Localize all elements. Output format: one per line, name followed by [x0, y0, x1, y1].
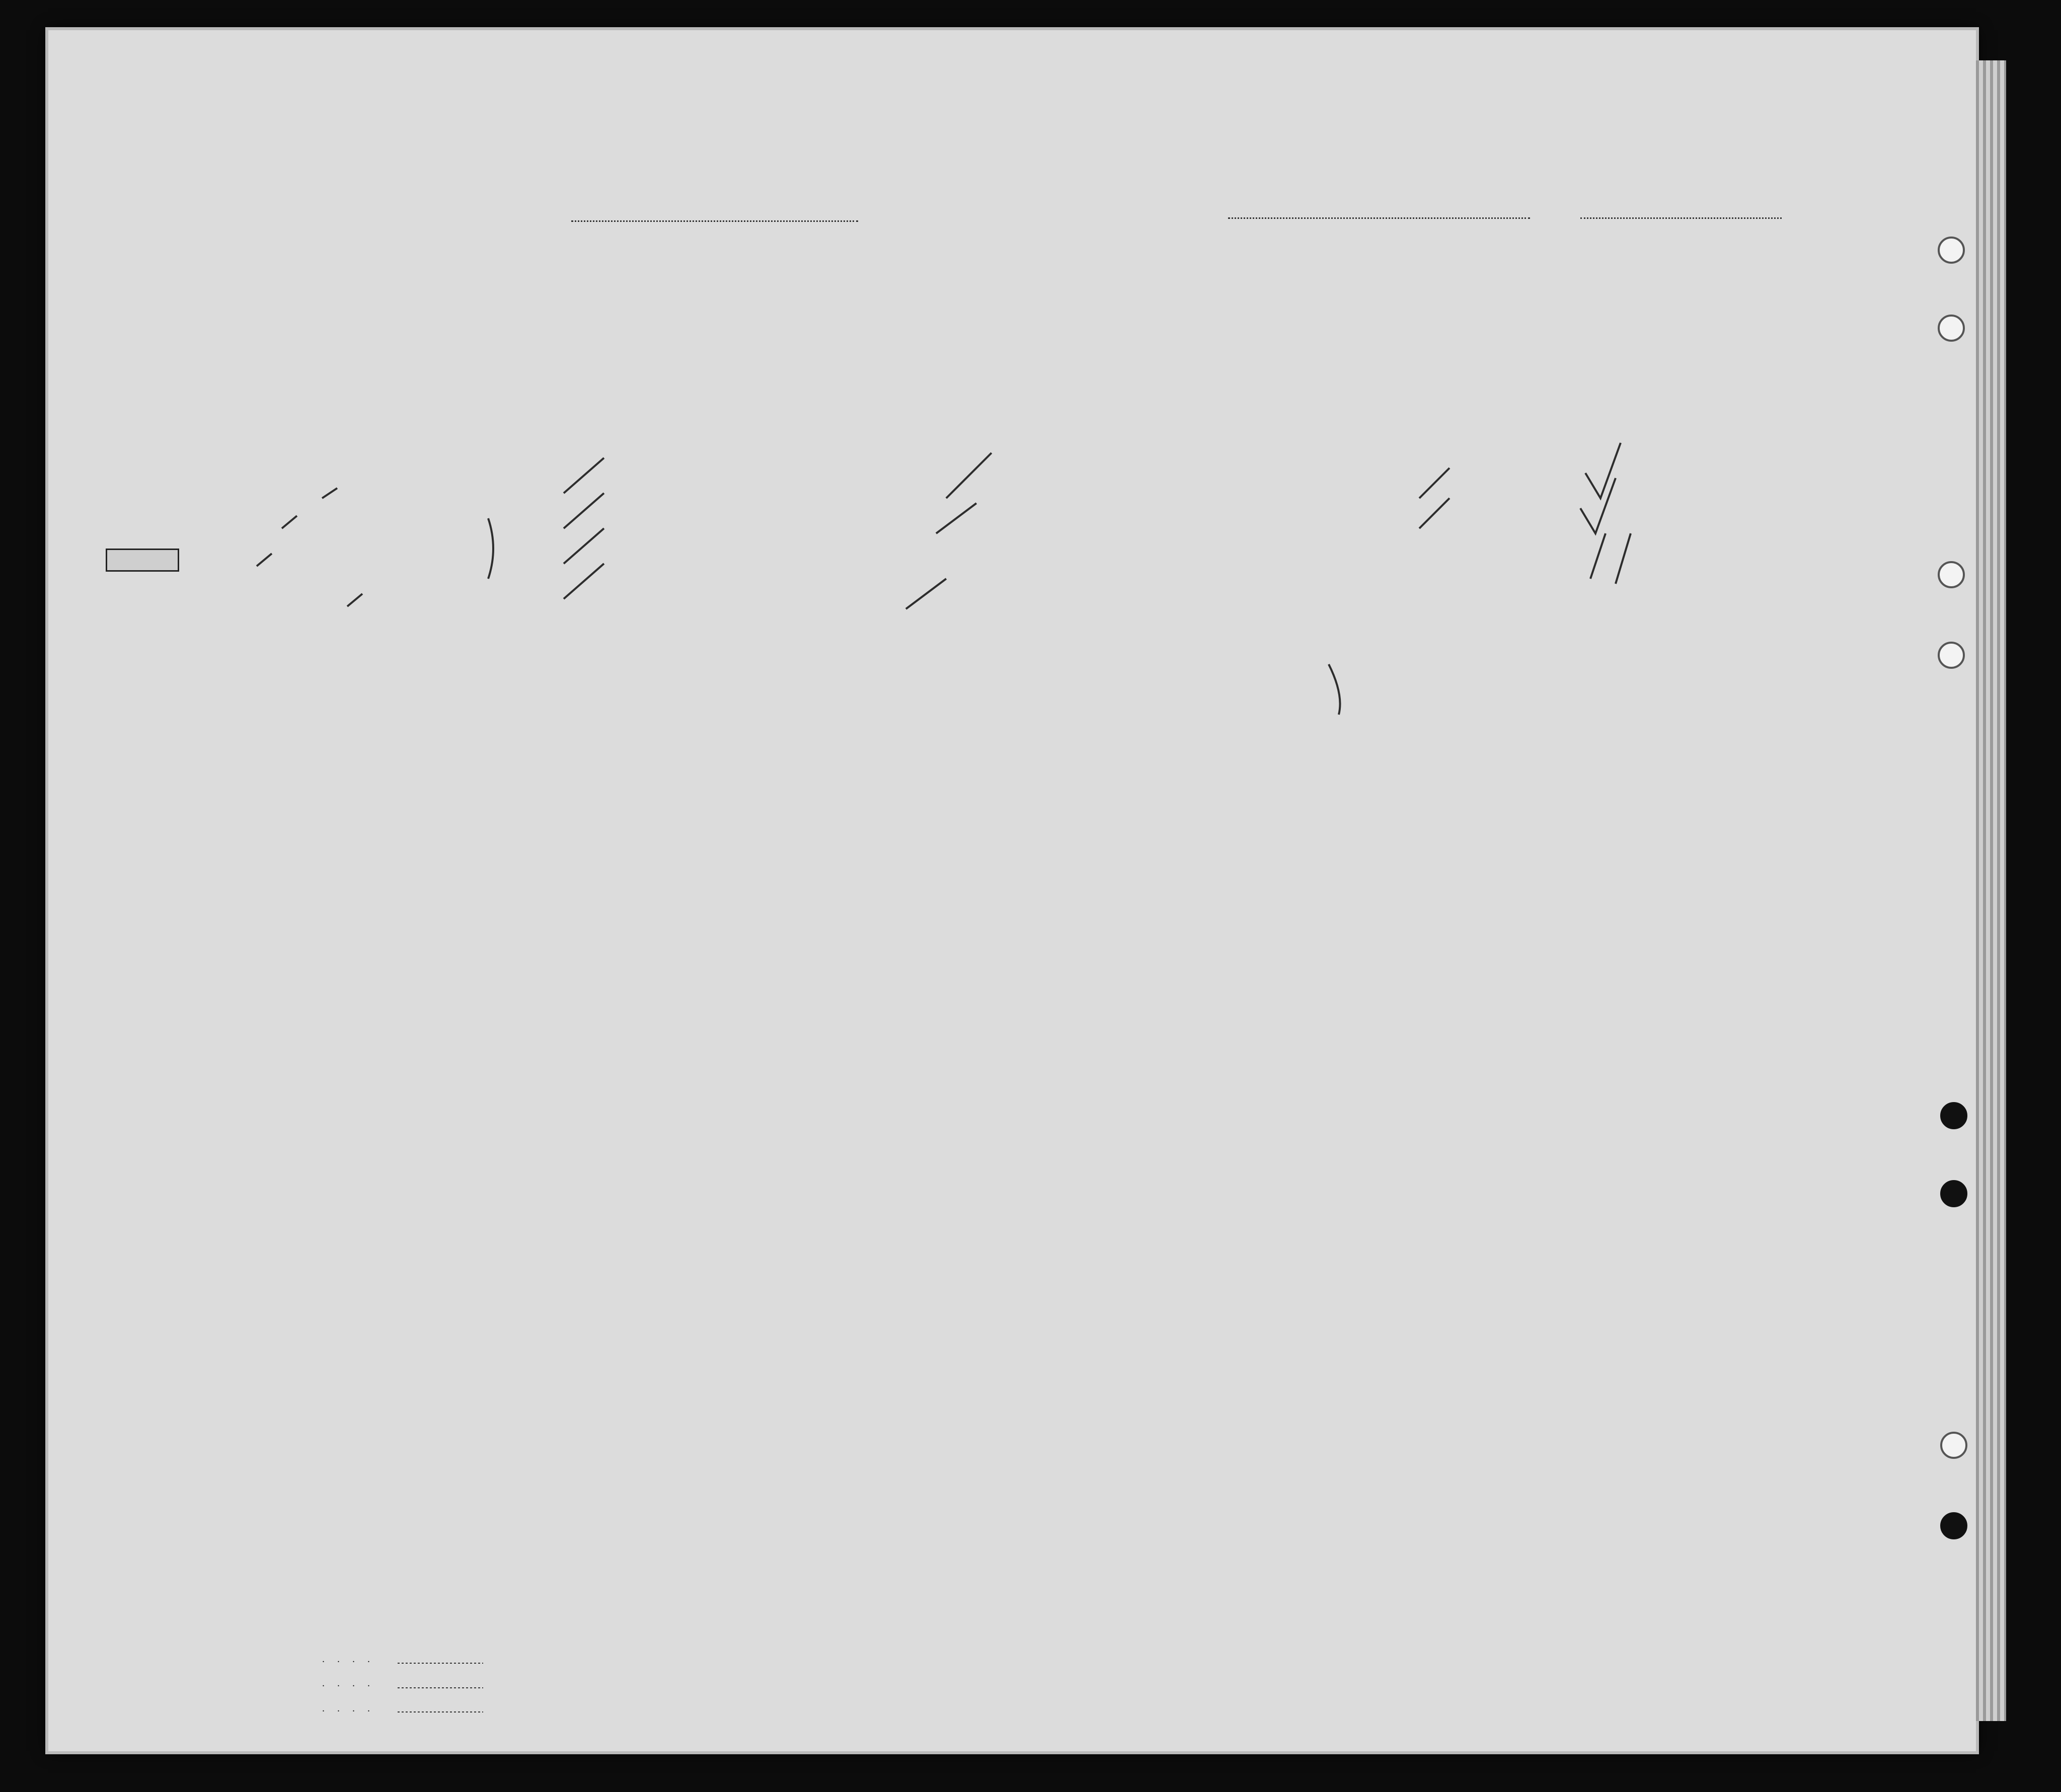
footer-dots-3: . . . .	[322, 1703, 375, 1714]
binder-hole	[1938, 237, 1965, 264]
binder-hole	[1938, 642, 1965, 669]
binder-hole	[1940, 1102, 1967, 1129]
binder-hole	[1940, 1432, 1967, 1459]
binder-hole	[1940, 1512, 1967, 1539]
footer-dots-1: . . . .	[322, 1654, 375, 1665]
binder-hole	[1938, 315, 1965, 342]
binder-hole	[1940, 1180, 1967, 1207]
footer-dots-2: . . . .	[322, 1678, 375, 1689]
binder-hole	[1938, 561, 1965, 588]
